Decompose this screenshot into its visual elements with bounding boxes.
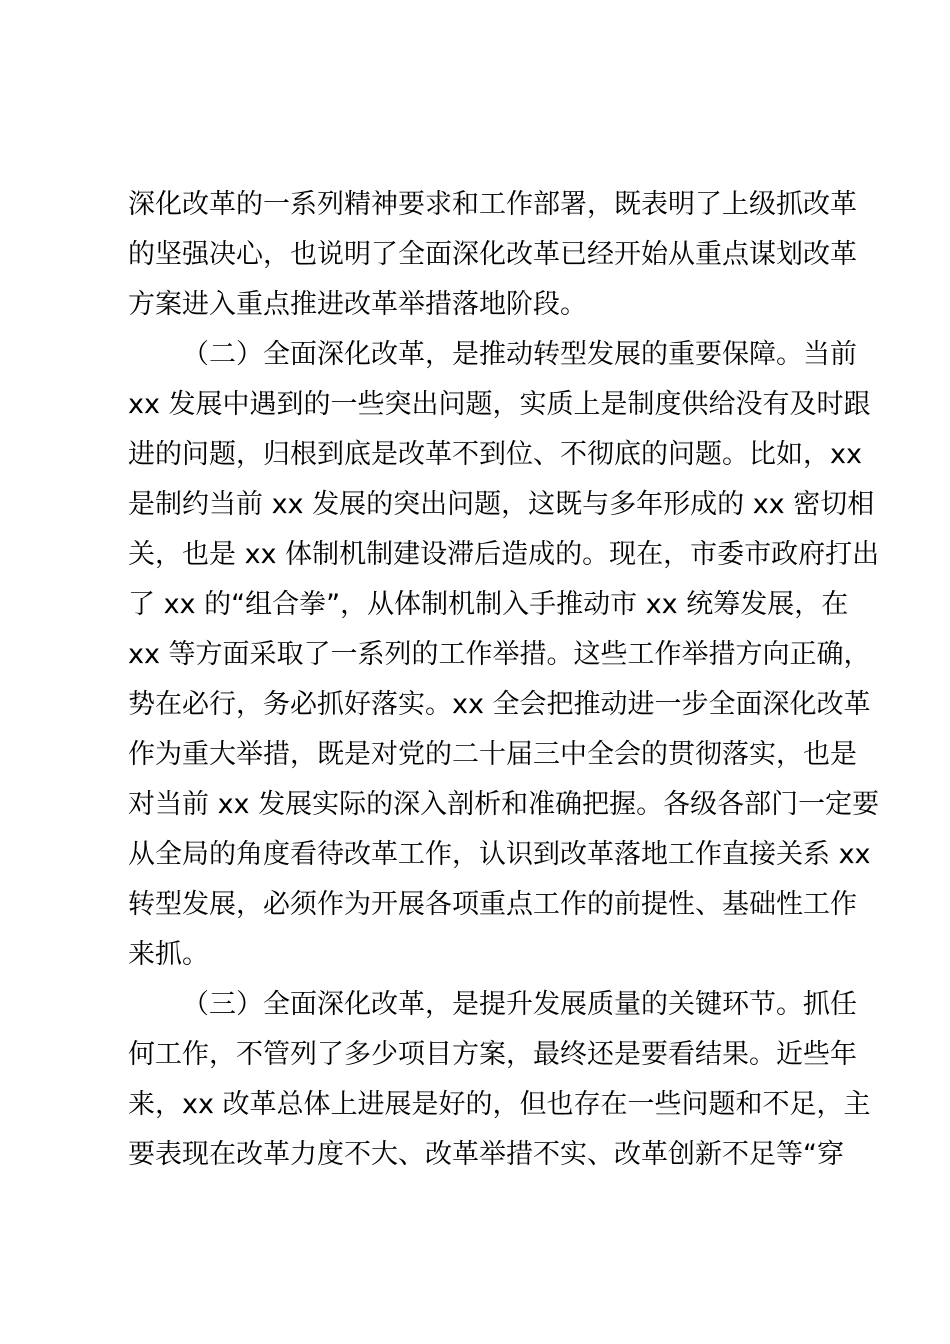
body-text [128, 180, 880, 1180]
text-line: 对当前 xx 发展实际的深入剖析和准确把握。各级各部门一定要 [128, 789, 880, 820]
text-line: 转型发展，必须作为开展各项重点工作的前提性、基础性工作 [128, 889, 857, 920]
section-heading-line: （二）全面深化改革，是推动转型发展的重要保障。当前 [182, 339, 857, 370]
text-line: 进的问题，归根到底是改革不到位、不彻底的问题。比如，xx [128, 439, 862, 470]
text-line: 是制约当前 xx 发展的突出问题，这既与多年形成的 xx 密切相 [128, 489, 875, 520]
text-line: 关，也是 xx 体制机制建设滞后造成的。现在，市委市政府打出 [128, 539, 880, 570]
text-line: 来抓。 [128, 939, 209, 970]
text-line: 的坚强决心，也说明了全面深化改革已经开始从重点谋划改革 [128, 239, 857, 270]
text-line: 何工作，不管列了多少项目方案，最终还是要看结果。近些年 [128, 1039, 857, 1070]
text-line: 势在必行，务必抓好落实。xx 全会把推动进一步全面深化改革 [128, 689, 871, 720]
text-line: xx 等方面采取了一系列的工作举措。这些工作举措方向正确， [128, 639, 871, 670]
text-line: 方案进入重点推进改革举措落地阶段。 [128, 289, 587, 320]
text-line: 了 xx 的“组合拳”，从体制机制入手推动市 xx 统筹发展，在 [128, 589, 849, 620]
section-heading-line: （三）全面深化改革，是提升发展质量的关键环节。抓任 [182, 989, 857, 1020]
text-line: 作为重大举措，既是对党的二十届三中全会的贯彻落实，也是 [128, 739, 857, 770]
text-line: 来，xx 改革总体上进展是好的，但也存在一些问题和不足，主 [128, 1089, 871, 1120]
text-line: xx 发展中遇到的一些突出问题，实质上是制度供给没有及时跟 [128, 389, 871, 420]
text-line: 从全局的角度看待改革工作，认识到改革落地工作直接关系 xx [128, 839, 871, 870]
text-line: 要表现在改革力度不大、改革举措不实、改革创新不足等“穿 [128, 1139, 844, 1170]
text-line: 深化改革的一系列精神要求和工作部署，既表明了上级抓改革 [128, 189, 857, 220]
